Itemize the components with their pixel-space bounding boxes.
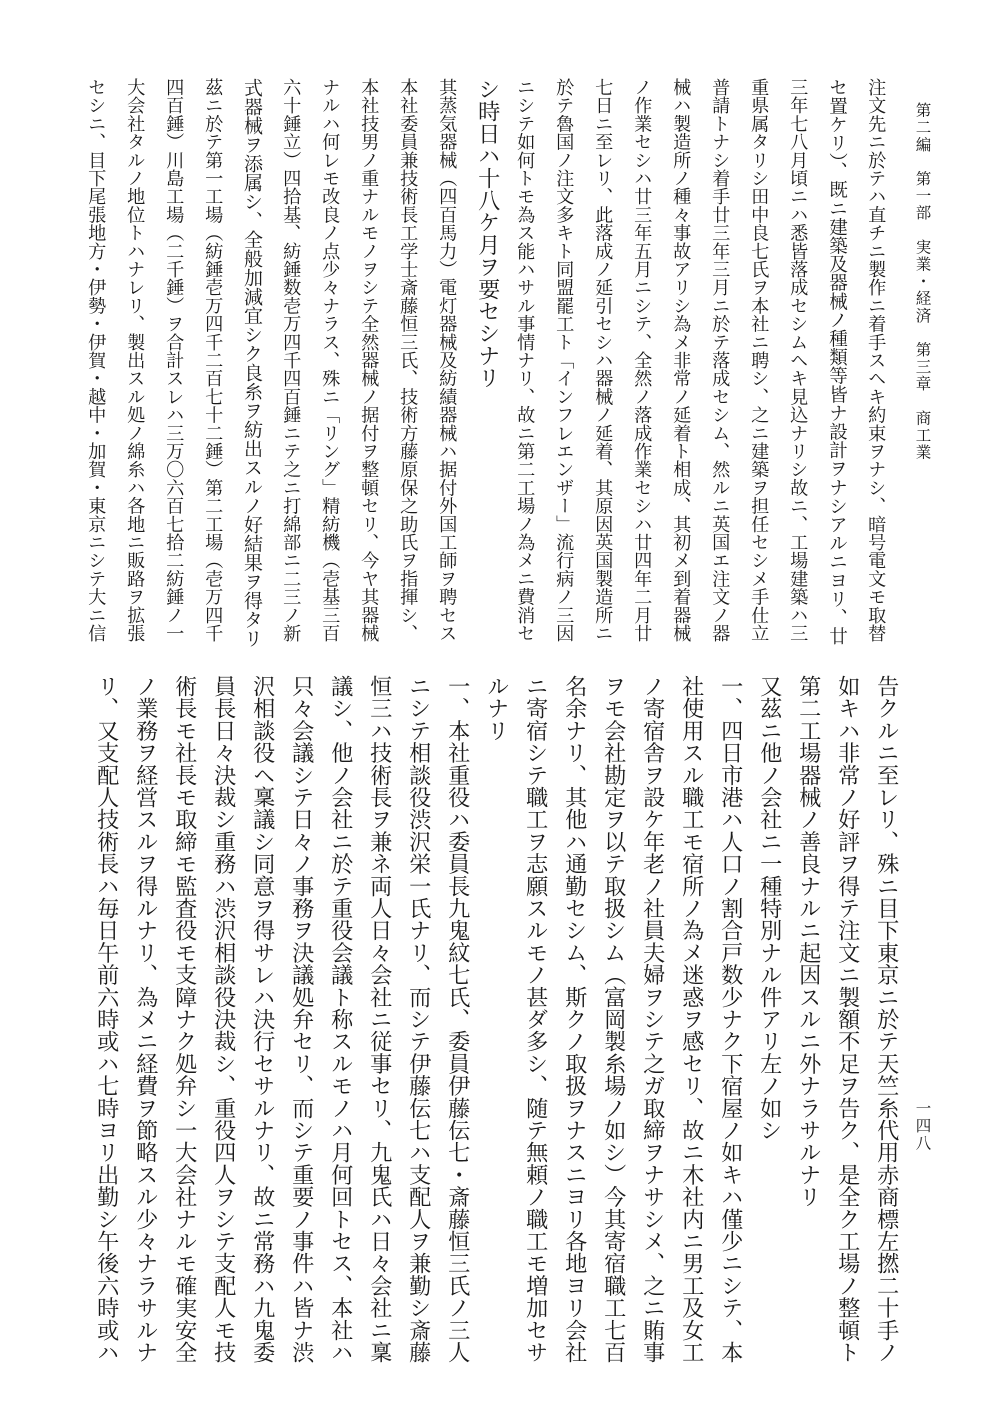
text-line: セ置ケリ）、既ニ建築及器械ノ種類等皆ナ設計ヲナシアルニヨリ、廿 xyxy=(826,78,848,646)
text-line: ニシテ如何トモ為ス能ハサル事情ナリ、故ニ第二工場ノ為メニ費消セ xyxy=(514,78,536,643)
text-line: 大会社タルノ地位トハナレリ、製出スル処ノ綿糸ハ各地ニ販路ヲ拡張 xyxy=(124,78,146,643)
text-line: 如キハ非常ノ好評ヲ得テ注文ニ製額不足ヲ告ク、是全ク工場ノ整頓ト xyxy=(834,675,861,1364)
text-line: 四百錘）川島工場（二千錘）ヲ合計スレハ三万〇六百七拾二紡錘ノ一 xyxy=(163,78,185,643)
text-line: 重県属タリシ田中良七氏ヲ本社ニ聘シ、之ニ建築ヲ担任セシメ手仕立 xyxy=(748,78,770,643)
text-line: 其蒸気器械（四百馬力）電灯器械及紡績器械ハ据付外国工師ヲ聘セス xyxy=(436,78,458,643)
text-line: ニ寄宿シテ職工ヲ志願スルモノ甚ダ多シ、随テ無頼ノ職工モ増加セサ xyxy=(522,675,549,1364)
text-line: 本社技男ノ重ナルモノヲシテ全然器械ノ据付ヲ整頓セリ、今ヤ其器械 xyxy=(358,78,380,643)
text-line: ヲモ会社勘定ヲ以テ取扱シム（富岡製糸場ノ如シ）今其寄宿職工七百 xyxy=(600,675,627,1364)
text-line: ノ寄宿舎ヲ設ケ年老ノ社員夫婦ヲシテ之ガ取締ヲナサシメ、之ニ賄事 xyxy=(639,675,666,1364)
text-line: 名余ナリ、其他ハ通勤セシム、斯クノ取扱ヲナスニヨリ各地ヨリ会社 xyxy=(561,675,588,1364)
text-line: 議シ、他ノ会社ニ於テ重役会議ト称スルモノハ月何回トセス、本社ハ xyxy=(327,675,354,1364)
text-line: 式器械ヲ添属シ、全般加減宜シク良糸ヲ紡出スルノ好結果ヲ得タリ xyxy=(241,78,263,648)
text-line: 社使用スル職工モ宿所ノ為メ迷惑ヲ感セリ、故ニ木社内ニ男工及女工 xyxy=(678,675,705,1364)
text-line: 三年七八月頃ニハ悉皆落成セシムヘキ見込ナリシ故ニ、工場建築ハ三 xyxy=(787,78,809,643)
text-line: 又茲ニ他ノ会社ニ一種特別ナル件アリ左ノ如シ xyxy=(756,675,783,1142)
text-line: ナルハ何レモ改良ノ点少々ナラス、殊ニ「リング」精紡機（壱基三百 xyxy=(319,78,341,643)
text-line: 七日ニ至レリ、此落成ノ延引セシハ器械ノ延着、其原因英国製造所ニ xyxy=(592,78,614,643)
text-line: 一、四日市港ハ人口ノ割合戸数少ナク下宿屋ノ如キハ僅少ニシテ、本 xyxy=(717,675,744,1364)
text-line: ノ業務ヲ経営スルヲ得ルナリ、為メニ経費ヲ節略スル少々ナラサルナ xyxy=(132,675,159,1364)
text-line: シ時日ハ十八ケ月ヲ要セシナリ xyxy=(474,78,501,389)
text-line: 恒三ハ技術長ヲ兼ネ両人日々会社ニ従事セリ、九鬼氏ハ日々会社ニ稟 xyxy=(366,675,393,1364)
text-line: ニシテ相談役渋沢栄一氏ナリ、而シテ伊藤伝七ハ支配人ヲ兼勤シ斎藤 xyxy=(405,675,432,1364)
text-line: 本社委員兼技術長工学士斎藤恒三氏、技術方藤原保之助氏ヲ指揮シ、 xyxy=(397,78,419,643)
text-line: ルナリ xyxy=(483,675,510,742)
text-line: セシニ、目下尾張地方・伊勢・伊賀・越中・加賀・東京ニシテ大ニ信 xyxy=(85,78,107,643)
text-line: 第二工場器械ノ善良ナルニ起因スルニ外ナラサルナリ xyxy=(795,675,822,1208)
text-line: 只々会議シテ日々ノ事務ヲ決議処弁セリ、而シテ重要ノ事件ハ皆ナ渋 xyxy=(288,675,315,1364)
text-line: 員長日々決裁シ重務ハ渋沢相談役決裁シ、重役四人ヲシテ支配人モ技 xyxy=(210,675,237,1364)
text-line: 沢相談役ヘ稟議シ同意ヲ得サレハ決行セサルナリ、故ニ常務ハ九鬼委 xyxy=(249,675,276,1364)
text-line: 告クルニ至レリ、殊ニ目下東京ニ於テ天竺糸代用赤商標左撚二十手ノ xyxy=(873,675,900,1364)
running-header: 第二編 第一部 実業・経済 第三章 商工業 xyxy=(913,102,932,462)
text-line: 械ハ製造所ノ種々事故アリシ為メ非常ノ延着ト相成、其初メ到着器械 xyxy=(670,78,692,643)
text-line: リ、又支配人技術長ハ毎日午前六時或ハ七時ヨリ出勤シ午後六時或ハ xyxy=(93,675,120,1364)
text-line: ノ作業セシハ廿三年五月ニシテ、全然ノ落成作業セシハ廿四年二月廿 xyxy=(631,78,653,643)
text-line: 普請トナシ着手廿三年三月ニ於テ落成セシム、然ルニ英国エ注文ノ器 xyxy=(709,78,731,643)
text-line: 一、本社重役ハ委員長九鬼紋七氏、委員伊藤伝七・斎藤恒三氏ノ三人 xyxy=(444,675,471,1364)
text-line: 注文先ニ於テハ直チニ製作ニ着手スヘキ約束ヲナシ、暗号電文モ取替 xyxy=(865,78,887,643)
text-line: 術長モ社長モ取締モ監査役モ支障ナク処弁シ一大会社ナルモ確実安全 xyxy=(171,675,198,1364)
text-line: 茲ニ於テ第一工場（紡錘壱万四千二百七十二錘）第二工場（壱万四千 xyxy=(202,78,224,643)
page-number: 一四八 xyxy=(913,1100,932,1153)
text-line: 六十錘立）四拾基、紡錘数壱万四千四百錘ニテ之ニ打綿部ニ二三ノ新 xyxy=(280,78,302,643)
text-line: 於テ魯国ノ注文多キト同盟罷工ト「インフレエンザー」流行病ノ三因 xyxy=(553,78,575,643)
